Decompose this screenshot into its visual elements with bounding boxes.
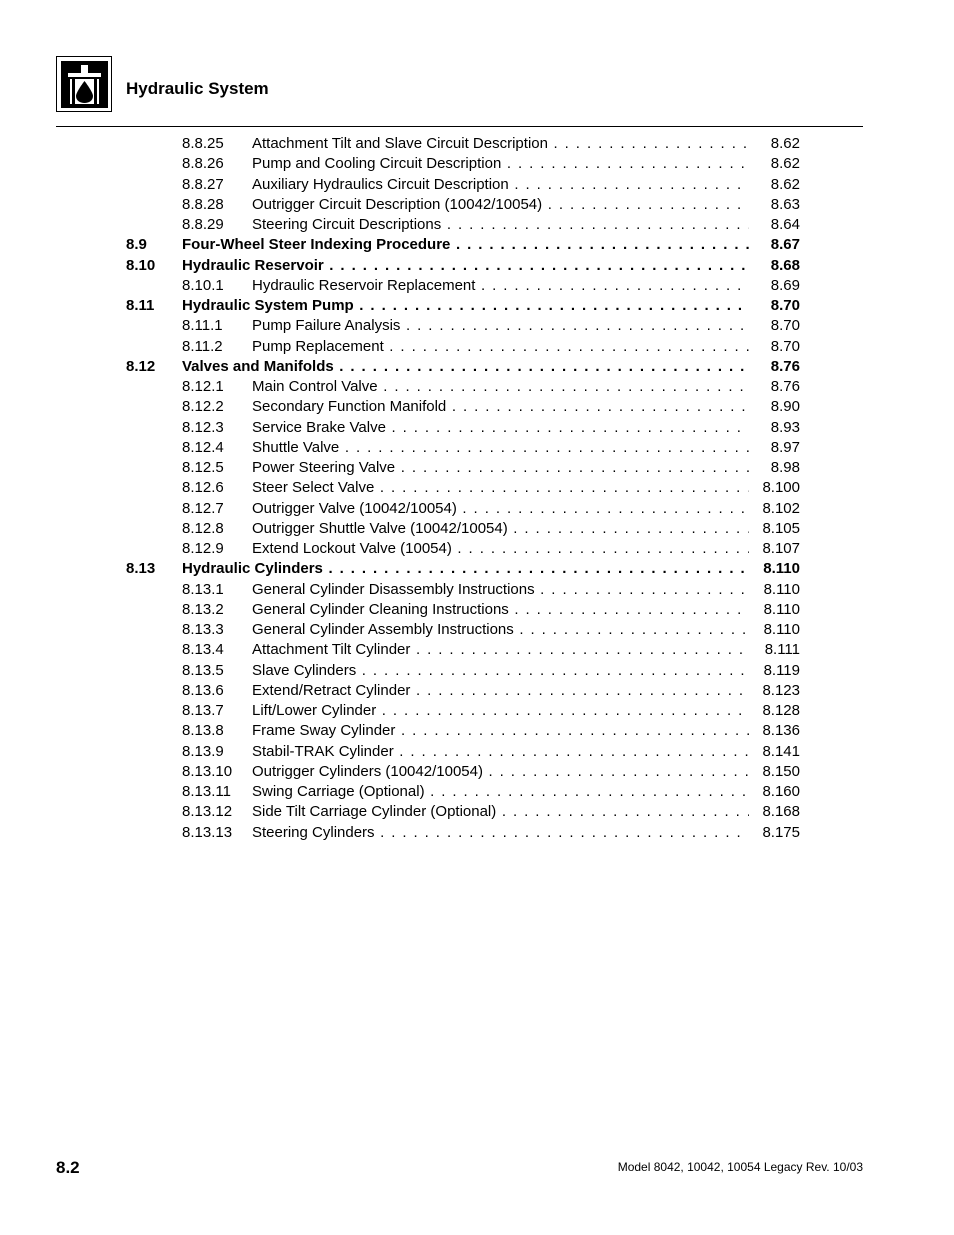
toc-entry-page: 8.70	[770, 297, 800, 314]
toc-entry-page: 8.76	[770, 357, 800, 375]
toc-entry-label: Side Tilt Carriage Cylinder (Optional) . . .	[252, 803, 749, 820]
toc-entry-leader	[252, 762, 749, 782]
toc-entry-number: 8.8.28	[182, 195, 224, 213]
toc-entry-number: 8.13.2	[182, 600, 224, 618]
toc-entry-page: 8.110	[763, 580, 800, 598]
toc-entry-number: 8.13.11	[182, 783, 231, 800]
section-title: Hydraulic System	[126, 79, 269, 98]
toc-entry-leader	[252, 154, 749, 174]
toc-entry-number: 8.11	[126, 297, 155, 314]
toc-entry-number: 8.11.2	[182, 337, 223, 355]
toc-entry-leader	[252, 438, 749, 458]
toc-entry-label: General Cylinder Assembly Instructions . . .	[252, 621, 749, 638]
toc-entry-label: Frame Sway Cylinder . . .	[252, 722, 749, 739]
toc-entry-leader	[182, 235, 749, 255]
toc-entry-number: 8.13.3	[182, 621, 224, 638]
toc-entry-number: 8.13.1	[182, 580, 224, 598]
toc-entry-label: Attachment Tilt and Slave Circuit Description . . .	[252, 135, 749, 152]
toc-entry-number: 8.9	[126, 236, 147, 254]
toc-entry	[0, 154, 954, 174]
toc-entry-number: 8.10.1	[182, 276, 224, 294]
toc-entry-label: Stabil-TRAK Cylinder . . .	[252, 743, 749, 760]
toc-entry-page: 8.62	[770, 135, 800, 152]
toc-entry-page: 8.63	[770, 195, 800, 213]
toc-entry-label: Auxiliary Hydraulics Circuit Description . . .	[252, 176, 749, 193]
toc-entry-page: 8.102	[762, 499, 800, 517]
toc-entry	[0, 580, 954, 600]
toc-entry-leader	[252, 134, 749, 154]
toc-entry	[0, 600, 954, 620]
toc-entry-page: 8.90	[770, 398, 800, 416]
toc-entry	[0, 640, 954, 660]
toc-entry-label: Shuttle Valve . . .	[252, 439, 749, 456]
toc-entry-label: Outrigger Valve (10042/10054) . . .	[252, 500, 749, 517]
toc-entry-leader	[252, 620, 749, 640]
toc-entry	[0, 337, 954, 357]
toc-entry-label: Pump Failure Analysis . . .	[252, 317, 749, 334]
toc-entry-page: 8.67	[770, 236, 800, 254]
toc-entry	[0, 539, 954, 559]
toc-entry-leader	[182, 256, 749, 276]
toc-entry-number: 8.13.4	[182, 641, 224, 659]
toc-entry-number: 8.12.6	[182, 479, 224, 497]
toc-entry-leader	[252, 742, 749, 762]
toc-entry-page: 8.64	[770, 216, 800, 233]
toc-entry-leader	[252, 640, 749, 660]
toc-entry	[0, 134, 954, 154]
toc-entry-label: Valves and Manifolds . . .	[182, 358, 749, 375]
toc-entry-label: Outrigger Circuit Description (10042/10054) . . .	[252, 196, 749, 213]
toc-entry-number: 8.12.3	[182, 418, 224, 436]
toc-entry-leader	[252, 276, 749, 296]
toc-entry-number: 8.11.1	[182, 317, 223, 335]
toc-entry-label: Extend Lockout Valve (10054) . . .	[252, 540, 749, 557]
toc-entry	[0, 397, 954, 417]
toc-entry-page: 8.160	[762, 783, 800, 800]
toc-entry-label: Pump and Cooling Circuit Description . . .	[252, 155, 749, 172]
toc-entry-leader	[252, 701, 749, 721]
toc-entry-page: 8.111	[764, 641, 800, 659]
toc-entry-number: 8.13.5	[182, 661, 224, 679]
toc-entry-label: Power Steering Valve . . .	[252, 459, 749, 476]
toc-entry-leader	[252, 721, 749, 741]
toc-entry-leader	[182, 357, 749, 377]
toc-entry-leader	[252, 802, 749, 822]
toc-entry	[0, 458, 954, 478]
table-of-contents	[0, 134, 954, 843]
toc-entry-leader	[252, 580, 749, 600]
toc-entry-leader	[252, 782, 749, 802]
toc-entry-leader	[182, 559, 749, 579]
toc-entry-number: 8.12.5	[182, 459, 224, 476]
toc-entry	[0, 357, 954, 377]
toc-entry	[0, 215, 954, 235]
toc-entry-leader	[252, 519, 749, 539]
toc-entry-leader	[252, 316, 749, 336]
toc-entry-number: 8.13	[126, 560, 156, 578]
toc-entry-leader	[252, 215, 749, 235]
toc-entry-page: 8.136	[762, 722, 800, 740]
toc-entry-leader	[252, 478, 749, 498]
toc-entry-leader	[252, 175, 749, 195]
toc-entry-page: 8.107	[762, 540, 800, 557]
toc-entry-number: 8.12.7	[182, 499, 224, 517]
toc-entry-label: Main Control Valve . . .	[252, 378, 749, 395]
toc-entry	[0, 519, 954, 539]
toc-entry	[0, 175, 954, 195]
toc-entry-page: 8.62	[770, 175, 800, 193]
toc-entry-leader	[252, 458, 749, 478]
toc-entry	[0, 296, 954, 316]
toc-entry-page: 8.110	[763, 560, 800, 578]
toc-entry-label: Steering Circuit Descriptions . . .	[252, 216, 749, 233]
toc-entry	[0, 742, 954, 762]
toc-entry-leader	[252, 539, 749, 559]
toc-entry-page: 8.68	[770, 256, 800, 274]
toc-entry-page: 8.69	[770, 276, 800, 294]
toc-entry-number: 8.12	[126, 357, 156, 375]
toc-entry-label: Extend/Retract Cylinder . . .	[252, 682, 749, 699]
toc-entry-label: Steering Cylinders . . .	[252, 824, 749, 841]
toc-entry-leader	[252, 681, 749, 701]
toc-entry-label: Slave Cylinders . . .	[252, 662, 749, 679]
toc-entry-page: 8.100	[762, 479, 800, 497]
toc-entry-page: 8.97	[770, 438, 800, 456]
toc-entry-number: 8.8.29	[182, 216, 224, 233]
toc-entry-page: 8.128	[762, 702, 800, 719]
toc-entry	[0, 559, 954, 579]
toc-entry-leader	[182, 296, 749, 316]
toc-entry-leader	[252, 397, 749, 417]
toc-entry	[0, 499, 954, 519]
toc-entry-leader	[252, 337, 749, 357]
toc-entry	[0, 276, 954, 296]
toc-entry-number: 8.10	[126, 256, 156, 274]
toc-entry-number: 8.13.6	[182, 681, 224, 699]
toc-entry	[0, 377, 954, 397]
toc-entry	[0, 256, 954, 276]
toc-entry	[0, 235, 954, 255]
toc-entry-label: Pump Replacement . . .	[252, 338, 749, 355]
toc-entry-page: 8.110	[763, 621, 800, 638]
toc-entry-number: 8.12.2	[182, 398, 224, 416]
toc-entry-leader	[252, 499, 749, 519]
toc-entry-page: 8.76	[770, 378, 800, 395]
toc-entry-leader	[252, 195, 749, 215]
toc-entry-page: 8.70	[770, 337, 800, 355]
toc-entry-label: Outrigger Cylinders (10042/10054) . . .	[252, 763, 749, 780]
hydraulic-logo-icon	[56, 56, 112, 112]
page-number: 8.2	[56, 1158, 80, 1177]
toc-entry-label: Service Brake Valve . . .	[252, 419, 749, 436]
toc-entry	[0, 762, 954, 782]
toc-entry-number: 8.13.9	[182, 742, 224, 760]
toc-entry-page: 8.62	[770, 155, 800, 173]
toc-entry-page: 8.119	[763, 661, 800, 679]
toc-entry-label: Steer Select Valve . . .	[252, 479, 749, 496]
toc-entry	[0, 721, 954, 741]
toc-entry-label: General Cylinder Cleaning Instructions . . .	[252, 601, 749, 618]
toc-entry-label: Outrigger Shuttle Valve (10042/10054) . . .	[252, 520, 749, 537]
toc-entry-label: Four-Wheel Steer Indexing Procedure . . .	[182, 236, 749, 253]
toc-entry-leader	[252, 418, 749, 438]
toc-entry-label: Hydraulic Reservoir . . .	[182, 257, 749, 274]
toc-entry-leader	[252, 600, 749, 620]
toc-entry-number: 8.8.25	[182, 135, 224, 152]
toc-entry-number: 8.12.4	[182, 438, 224, 456]
toc-entry-number: 8.13.10	[182, 762, 233, 780]
toc-entry-number: 8.8.27	[182, 175, 224, 193]
toc-entry-label: Attachment Tilt Cylinder . . .	[252, 641, 749, 658]
toc-entry-number: 8.12.9	[182, 540, 224, 557]
header-divider	[56, 126, 863, 127]
model-revision: Model 8042, 10042, 10054 Legacy Rev. 10/03	[617, 1160, 863, 1174]
toc-entry	[0, 782, 954, 802]
toc-entry	[0, 823, 954, 843]
toc-entry	[0, 438, 954, 458]
toc-entry-page: 8.98	[770, 459, 800, 476]
toc-entry-number: 8.13.12	[182, 803, 233, 821]
toc-entry	[0, 478, 954, 498]
toc-entry	[0, 701, 954, 721]
toc-entry-leader	[252, 377, 749, 397]
toc-entry	[0, 620, 954, 640]
toc-entry-label: Hydraulic Reservoir Replacement . . .	[252, 277, 749, 294]
oil-drop-icon	[61, 61, 108, 108]
toc-entry-page: 8.93	[770, 418, 800, 436]
toc-entry-page: 8.70	[770, 317, 800, 335]
toc-entry-page: 8.141	[762, 742, 800, 760]
toc-entry	[0, 681, 954, 701]
toc-entry-label: Hydraulic System Pump . . .	[182, 297, 749, 314]
toc-entry-number: 8.13.7	[182, 702, 224, 719]
toc-entry-page: 8.150	[762, 762, 800, 780]
toc-entry-label: Swing Carriage (Optional) . . .	[252, 783, 749, 800]
toc-entry-label: Secondary Function Manifold . . .	[252, 398, 749, 415]
toc-entry	[0, 661, 954, 681]
toc-entry	[0, 195, 954, 215]
toc-entry-page: 8.168	[762, 803, 800, 821]
toc-entry-page: 8.110	[763, 600, 800, 618]
toc-entry-number: 8.13.8	[182, 722, 224, 740]
toc-entry-leader	[252, 661, 749, 681]
toc-entry-label: Lift/Lower Cylinder . . .	[252, 702, 749, 719]
toc-entry-label: General Cylinder Disassembly Instructions . . .	[252, 581, 749, 598]
toc-entry-page: 8.123	[762, 681, 800, 699]
toc-entry-page: 8.175	[762, 823, 800, 841]
toc-entry-leader	[252, 823, 749, 843]
toc-entry-number: 8.13.13	[182, 823, 233, 841]
toc-entry	[0, 802, 954, 822]
toc-entry-number: 8.8.26	[182, 155, 224, 173]
toc-entry	[0, 418, 954, 438]
toc-entry-number: 8.12.1	[182, 378, 224, 395]
toc-entry-label: Hydraulic Cylinders . . .	[182, 560, 749, 577]
toc-entry	[0, 316, 954, 336]
toc-entry-page: 8.105	[762, 519, 800, 537]
toc-entry-number: 8.12.8	[182, 519, 224, 537]
